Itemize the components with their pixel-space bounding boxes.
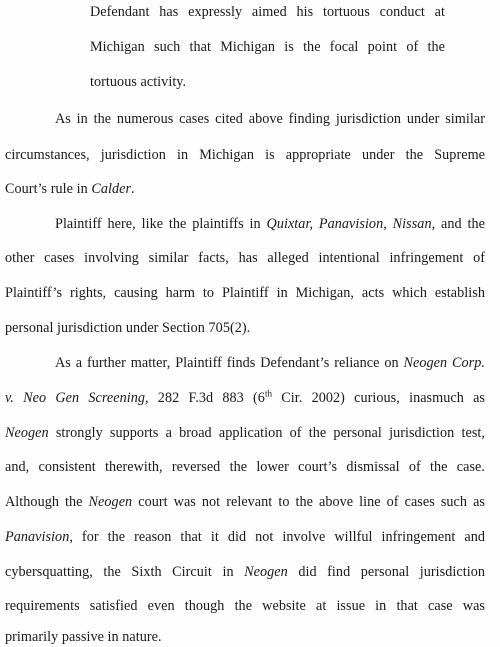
case-name: Neogen	[5, 425, 49, 441]
quote-line: Defendant has expressly aimed his tortuous conduct at	[90, 4, 445, 20]
case-name: Neogen Corp.	[403, 355, 485, 371]
paragraph-line: requirements satisfied even though the website at issue in that case was	[5, 598, 485, 614]
paragraph-line	[5, 181, 135, 197]
text-run: and the	[435, 216, 486, 232]
text-run: Plaintiff here, like the plaintiffs in	[55, 216, 267, 232]
paragraph-line: Plaintiff’s rights, causing harm to Plaintiff in Michigan, acts which establish	[5, 285, 485, 301]
case-name: v. Neo Gen Screening,	[5, 390, 149, 406]
quote-line: Michigan such that Michigan is the focal point of the	[90, 39, 445, 55]
paragraph-line	[5, 425, 485, 441]
case-name: Quixtar, Panavision, Nissan,	[266, 216, 436, 232]
case-name: Panavision,	[5, 529, 73, 545]
case-name: Neogen	[88, 494, 133, 510]
paragraph-line: primarily passive in nature.	[5, 629, 162, 645]
text-run: strongly supports a broad application of the personal jurisdiction test,	[48, 425, 485, 441]
paragraph-line	[5, 494, 485, 510]
paragraph-line: circumstances, jurisdiction in Michigan is appropriate under the Supreme	[5, 147, 485, 163]
paragraph-line	[5, 390, 485, 406]
text-run: .	[131, 181, 135, 197]
text-run: As a further matter, Plaintiff finds Defendant’s reliance on	[55, 355, 404, 371]
paragraph-line	[5, 529, 485, 545]
text-run: Cir. 2002) curious, inasmuch as	[272, 390, 485, 406]
paragraph-line: As in the numerous cases cited above finding jurisdiction under similar	[55, 111, 485, 127]
citation: 282 F.3d 883 (6	[148, 390, 265, 406]
quote-line: tortuous activity.	[90, 74, 187, 90]
paragraph-line	[5, 564, 485, 580]
paragraph-line: other cases involving similar facts, has alleged intentional infringement of	[5, 250, 485, 266]
text-run: court was not relevant to the above line of cases such as	[132, 494, 485, 510]
text-run: did find personal jurisdiction	[287, 564, 485, 580]
text-run: Court’s rule in	[5, 181, 92, 197]
ordinal-superscript: th	[264, 388, 273, 399]
case-name: Calder	[91, 181, 132, 197]
paragraph-line: personal jurisdiction under Section 705(2).	[5, 320, 251, 336]
text-run: Although the	[5, 494, 89, 510]
text-run: cybersquatting, the Sixth Circuit in	[5, 564, 245, 580]
paragraph-line	[55, 216, 485, 232]
paragraph-line: and, consistent therewith, reversed the lower court’s dismissal of the case.	[5, 459, 485, 475]
case-name: Neogen	[244, 564, 288, 580]
text-run: for the reason that it did not involve willful infringement and	[72, 529, 485, 545]
paragraph-line	[55, 355, 485, 371]
